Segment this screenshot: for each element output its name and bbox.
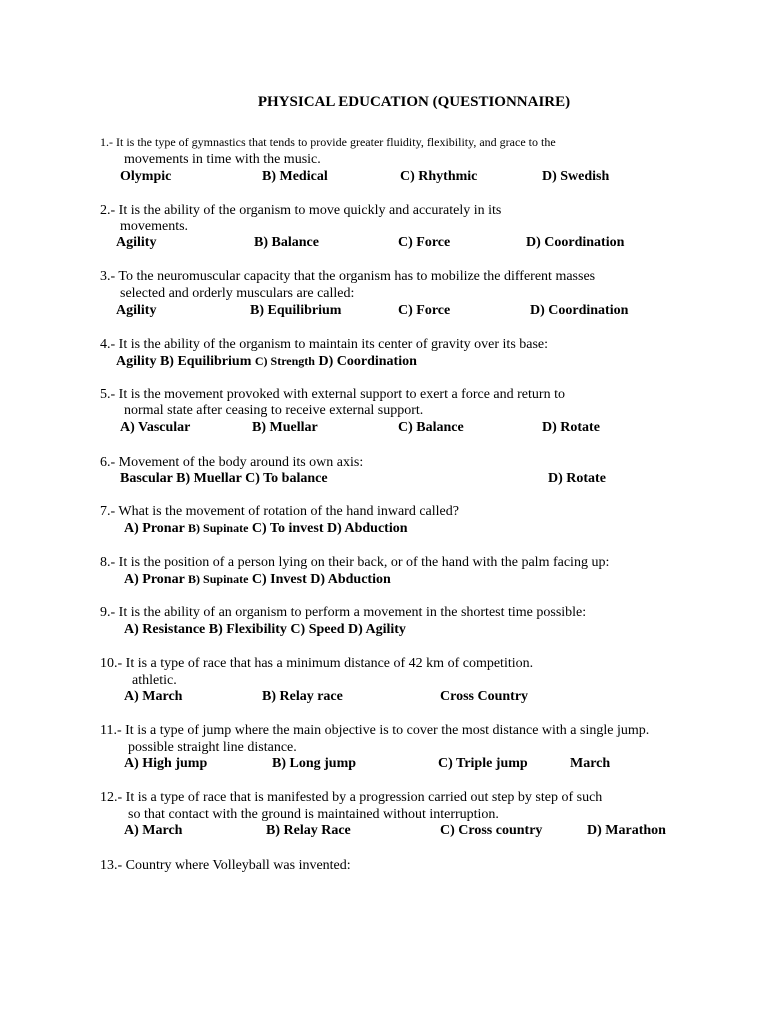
q3-text-line2: selected and orderly musculars are called:	[120, 286, 355, 301]
q11-option-a: A) High jump	[124, 756, 208, 771]
q8-options	[124, 571, 391, 588]
q1-text-line1: 1.- It is the type of gymnastics that tends to provide greater fluidity, flexibility, and grace to the	[100, 135, 556, 149]
q5-option-c: C) Balance	[398, 420, 464, 435]
q3-option-b: B) Equilibrium	[250, 303, 342, 318]
q12-text-line1: 12.- It is a type of race that is manifested by a progression carried out step by step of such	[100, 790, 603, 805]
q6-option-d: D) Rotate	[548, 471, 606, 486]
q12-option-d: D) Marathon	[587, 823, 666, 838]
q12-option-c: C) Cross country	[440, 823, 543, 838]
q5-option-b: B) Muellar	[252, 420, 318, 435]
q3-option-d: D) Coordination	[530, 303, 629, 318]
q8-option-cd: C) Invest D) Abduction	[251, 572, 391, 587]
q7-option-cd: C) To invest D) Abduction	[251, 521, 408, 536]
q2-option-a: Agility	[116, 235, 157, 250]
q11-text-line2: possible straight line distance.	[128, 740, 297, 755]
q5-text-line2: normal state after ceasing to receive external support.	[124, 403, 424, 418]
q8-option-b: B) Supinate	[188, 572, 249, 586]
q10-option-c: Cross Country	[440, 689, 529, 704]
q10-text-line2: athletic.	[132, 673, 177, 688]
q1-option-a: Olympic	[120, 169, 172, 184]
q4-option-d: D) Coordination	[318, 354, 417, 369]
q2-text-line2: movements.	[120, 219, 189, 234]
q6-options-abc: Bascular B) Muellar C) To balance	[120, 471, 328, 486]
q6-text-line1: 6.- Movement of the body around its own axis:	[100, 455, 364, 470]
q4-options	[116, 353, 417, 370]
q5-text-line1: 5.- It is the movement provoked with external support to exert a force and return to	[100, 387, 565, 402]
q7-option-b: B) Supinate	[188, 521, 249, 535]
q1-option-d: D) Swedish	[542, 169, 610, 184]
q11-option-b: B) Long jump	[272, 756, 357, 771]
q12-text-line2: so that contact with the ground is maintained without interruption.	[128, 807, 499, 822]
q3-option-c: C) Force	[398, 303, 451, 318]
q11-option-c: C) Triple jump	[438, 756, 528, 771]
q2-option-d: D) Coordination	[526, 235, 625, 250]
q4-options-ab: Agility B) Equilibrium	[116, 354, 252, 369]
q10-option-b: B) Relay race	[262, 689, 343, 704]
q9-text-line1: 9.- It is the ability of an organism to perform a movement in the shortest time possible:	[100, 605, 587, 620]
q1-option-b: B) Medical	[262, 169, 328, 184]
q8-text-line1: 8.- It is the position of a person lying on their back, or of the hand with the palm facing up:	[100, 555, 610, 570]
q7-option-a: A) Pronar	[124, 521, 185, 536]
q2-text-line1: 2.- It is the ability of the organism to move quickly and accurately in its	[100, 203, 502, 218]
q13-text-line1: 13.- Country where Volleyball was invented:	[100, 858, 351, 873]
q5-option-a: A) Vascular	[120, 420, 191, 435]
q7-text-line1: 7.- What is the movement of rotation of the hand inward called?	[100, 504, 459, 519]
q5-option-d: D) Rotate	[542, 420, 600, 435]
q3-text-line1: 3.- To the neuromuscular capacity that the organism has to mobilize the different masses	[100, 269, 596, 284]
q1-text-line2: movements in time with the music.	[124, 152, 321, 167]
q4-text-line1: 4.- It is the ability of the organism to maintain its center of gravity over its base:	[100, 337, 549, 352]
q11-text-line1: 11.- It is a type of jump where the main objective is to cover the most distance with a single jump.	[100, 723, 650, 738]
q3-option-a: Agility	[116, 303, 157, 318]
q8-option-a: A) Pronar	[124, 572, 185, 587]
q2-option-b: B) Balance	[254, 235, 319, 250]
q10-option-a: A) March	[124, 689, 183, 704]
q11-option-d: March	[570, 756, 611, 771]
q12-option-b: B) Relay Race	[266, 823, 351, 838]
q12-option-a: A) March	[124, 823, 183, 838]
q1-option-c: C) Rhythmic	[400, 169, 478, 184]
q7-options	[124, 520, 408, 537]
q4-option-c: C) Strength	[254, 354, 315, 368]
q9-options: A) Resistance B) Flexibility C) Speed D) Agility	[124, 622, 406, 637]
q2-option-c: C) Force	[398, 235, 451, 250]
page-title: PHYSICAL EDUCATION (QUESTIONNAIRE)	[257, 94, 571, 110]
q10-text-line1: 10.- It is a type of race that has a minimum distance of 42 km of competition.	[100, 656, 534, 671]
